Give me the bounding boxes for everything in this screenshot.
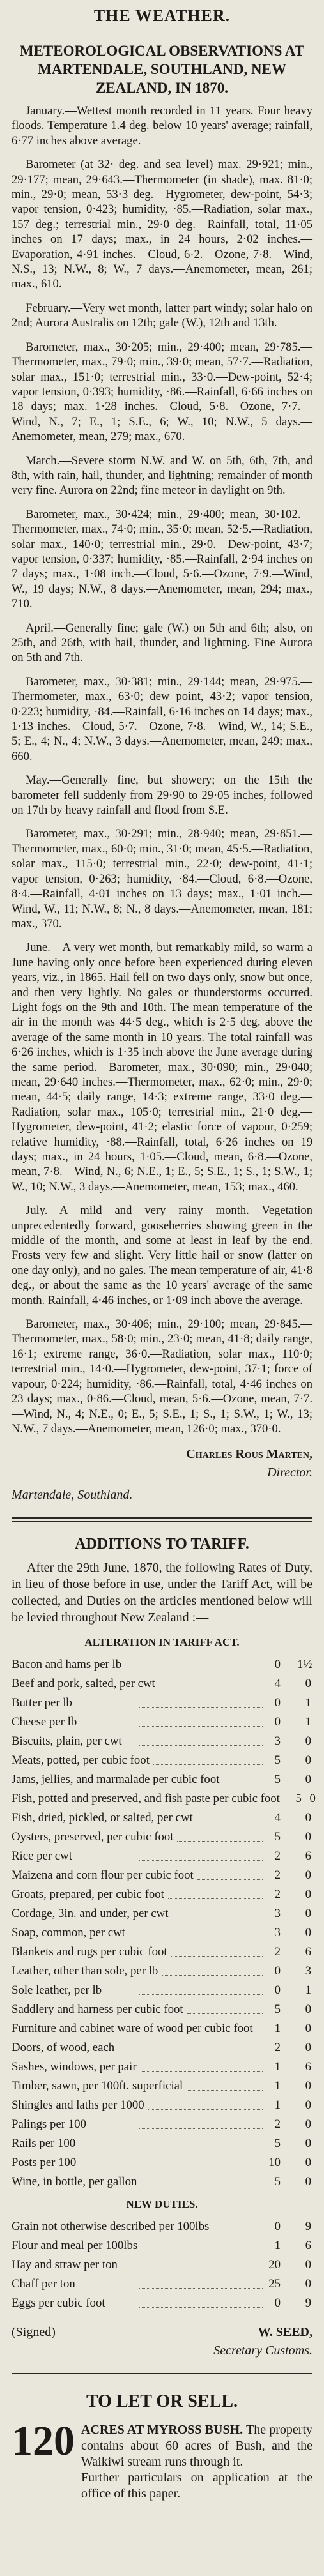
weather-paragraph: January.—Wettest month recorded in 11 years. Four heavy floods. Temperature 1.4 deg. below 10 years' average; rainfall, 6·77 inches above average. <box>12 104 312 148</box>
weather-paragraph: May.—Generally fine, but showery; on the 15th the barometer fell suddenly from 29·90 to 29·05 inches, followed on 17th by heavy rainfall and flood from S.E. <box>12 773 312 817</box>
tariff-rate <box>266 1962 311 1981</box>
tariff-rate <box>266 1847 311 1866</box>
shillings-value: 2 <box>274 2041 281 2055</box>
shillings-value: 2 <box>274 1945 281 1959</box>
tariff-item-label: Blankets and rugs per cubic foot <box>12 1945 167 1959</box>
tariff-rate <box>266 2255 311 2275</box>
new-duties-heading: NEW DUTIES. <box>126 2198 198 2211</box>
shillings-value: 1 <box>274 2098 281 2112</box>
tariff-row <box>12 1847 312 1866</box>
shillings-value: 0 <box>274 1696 281 1710</box>
shillings-value: 1 <box>274 2079 281 2093</box>
pence-value: 0 <box>305 1868 311 1883</box>
tariff-rate <box>266 1808 311 1828</box>
tariff-row <box>12 2077 312 2096</box>
tariff-row <box>12 2275 312 2294</box>
shillings-value: 5 <box>274 1754 281 1768</box>
tariff-row <box>12 2236 312 2255</box>
tariff-rate <box>266 1981 311 2000</box>
tariff-row <box>12 2255 312 2275</box>
shillings-value: 0 <box>274 2296 281 2310</box>
signature-name: Charles Rous Marten, <box>186 1447 312 1462</box>
tariff-item-label: Rails per 100 <box>12 2137 76 2151</box>
tariff-rate <box>266 2038 311 2057</box>
tariff-row <box>12 1808 312 1828</box>
shillings-value: 4 <box>274 1677 281 1691</box>
tariff-row <box>12 1770 312 1789</box>
shillings-value: 0 <box>274 1715 281 1729</box>
to-let-body <box>81 2422 312 2502</box>
tariff-rate <box>266 2294 311 2313</box>
tariff-intro: After the 29th June, 1870, the following Rates of Duty, in lieu of those before in use, under the Tariff Act, will be collected, and Duties on the articles mentioned below will be levied throughout New Zealand :— <box>12 1561 312 1625</box>
shillings-value: 5 <box>274 2003 281 2017</box>
tariff-items-list <box>12 1655 316 2192</box>
tariff-rate <box>266 2217 311 2236</box>
signature-role: Director. <box>267 1466 312 1480</box>
tariff-item-label: Sashes, windows, per pair <box>12 2060 137 2074</box>
tariff-row <box>12 2217 312 2236</box>
tariff-item-label: Hay and straw per ton <box>12 2258 118 2272</box>
shillings-value: 25 <box>268 2277 281 2291</box>
pence-value: 1½ <box>297 1658 312 1672</box>
page-title: THE WEATHER. <box>93 6 231 25</box>
to-let-lead: ACRES AT MYROSS BUSH. <box>81 2423 243 2437</box>
tariff-rate <box>266 2057 311 2077</box>
dot-leader <box>168 1898 263 1899</box>
tariff-item-label: Grain not otherwise described per 100lbs <box>12 2220 210 2234</box>
pence-value: 0 <box>305 2079 311 2093</box>
tariff-row <box>12 1674 312 1693</box>
weather-paragraph: Barometer, max., 30·291; min., 28·940; mean, 29·851.—Thermometer, max., 60·0; min., 31·0; mean, 45·5.—Radiation, solar max., 115·0; terrestrial min., 22·0; dew-point, 41·1; vapor tension, 0·263; humidity, ·84.—Cloud, 6·8.—Ozone, 8·4.—Rainfall, 4·01 inches on 13 days; max., 1·01 inch.—Wind, W., 11; N.W., 8; N., 8 days.—Anemometer, mean, 181; max., 370. <box>12 827 312 930</box>
shillings-value: 0 <box>274 1983 281 1997</box>
tariff-item-label: Maizena and corn flour per cubic foot <box>12 1868 194 1883</box>
pence-value: 0 <box>305 2137 311 2151</box>
dot-leader <box>139 2307 263 2308</box>
tariff-row <box>12 2294 312 2313</box>
acres-number: 120 <box>12 2418 75 2465</box>
tariff-item-label: Soap, common, per cwt <box>12 1926 125 1940</box>
signed-label: (Signed) <box>12 2325 56 2340</box>
tariff-row <box>12 1962 312 1981</box>
pence-value: 0 <box>309 1792 316 1806</box>
shillings-value: 5 <box>274 1773 281 1787</box>
tariff-row <box>12 1751 312 1770</box>
shillings-value: 5 <box>274 2137 281 2151</box>
pence-value: 0 <box>305 2258 311 2272</box>
tariff-row <box>12 1828 312 1847</box>
pence-value: 6 <box>305 2239 311 2253</box>
tariff-row <box>12 1885 312 1904</box>
tariff-rate <box>266 1828 311 1847</box>
tariff-rate <box>288 1789 316 1808</box>
tariff-rate <box>266 2153 311 2172</box>
weather-paragraph: Barometer, max., 30·381; min., 29·144; mean, 29·975.—Thermometer, max., 63·0; dew point, 43·2; vapor tension, 0·223; humidity, ·84.—Rainfall, 6·16 inches on 14 days; max., 1·13 inches.—Cloud, 5·7.—Ozone, 7·8.—Wind, W., 14; S.E., 5; E., 4; N., 4; N.W., 3 days.—Anemometer, mean, 249; max., 660. <box>12 674 312 763</box>
weather-signature <box>12 1446 312 1503</box>
dot-leader <box>139 1726 263 1727</box>
tariff-rate <box>266 1885 311 1904</box>
shillings-value: 3 <box>274 1926 281 1940</box>
tariff-row <box>12 2096 312 2115</box>
tariff-row <box>12 1866 312 1885</box>
dot-leader <box>139 1860 263 1861</box>
tariff-rate <box>266 1751 311 1770</box>
tariff-item-label: Groats, prepared, per cubic foot <box>12 1888 164 1902</box>
tariff-row <box>12 1789 316 1808</box>
dot-leader <box>171 1956 263 1957</box>
signed-name: W. SEED, <box>258 2325 312 2340</box>
pence-value: 0 <box>305 2175 311 2189</box>
tariff-row <box>12 2019 312 2038</box>
shillings-value: 5 <box>274 2175 281 2189</box>
tariff-item-label: Meats, potted, per cubic foot <box>12 1754 150 1768</box>
tariff-row <box>12 1923 312 1943</box>
section-divider <box>12 2373 312 2377</box>
shillings-value: 0 <box>274 1964 281 1978</box>
tariff-item-label: Flour and meal per 100lbs <box>12 2239 138 2253</box>
tariff-item-label: Butter per lb <box>12 1696 72 1710</box>
pence-value: 0 <box>305 2098 311 2112</box>
tariff-item-label: Doors, of wood, each <box>12 2041 115 2055</box>
weather-paragraph: Barometer, max., 30·406; min., 29·100; mean, 29·845.—Thermometer, max., 58·0; min., 23·0; mean, 41·8; daily range, 16·1; extreme range, 36·0.—Radiation, solar max., 110·0; terrestrial min., 14·0.—Hygrometer, dew-point, 37·1; force of vapour, 0·224; humidity, ·86.—Rainfall, total, 4·46 inches on 23 days; max., 0·86.—Cloud, mean, 5·6.—Ozone, mean, 7·7.—Wind, N., 4; N.E., 0; E., 5; S.E., 1; S., 1; S.W., 1; W., 13; N.W., 7 days.—Anemometer, mean, 126·0; max., 370·0. <box>12 1317 312 1436</box>
pence-value: 0 <box>305 1754 311 1768</box>
tariff-row <box>12 2038 312 2057</box>
tariff-item-label: Biscuits, plain, per cwt <box>12 1734 122 1748</box>
pence-value: 1 <box>305 1983 311 1997</box>
tariff-rate <box>266 2236 311 2255</box>
shillings-value: 1 <box>274 2239 281 2253</box>
weather-paragraph: Barometer (at 32· deg. and sea level) max. 29·921; min., 29·177; mean, 29·643.—Thermometer (in shade), max. 81·0; min., 29·0; mean, 53·3 deg.—Hygrometer, dew-point, 54·3; vapor tension, 0·423; humidity, ·85.—Radiation, solar max., 157 deg.; terrestrial min., 29·0 deg.—Rainfall, total, 11·05 inches on 17 days; max., in 24 hours, 2·02 inches.—Evaporation, 4·91 inches.—Cloud, 6·2.—Ozone, 7·8.—Wind, N.S., 13; N.W., 8; W., 7 days.—Anemometer, mean, 261; max., 610. <box>12 158 312 291</box>
shillings-value: 4 <box>274 1811 281 1825</box>
dot-leader <box>139 2128 263 2129</box>
tariff-rate <box>266 1770 311 1789</box>
pence-value: 1 <box>305 1696 311 1710</box>
pence-value: 1 <box>305 1715 311 1729</box>
tariff-item-label: Sole leather, per lb <box>12 1983 102 1997</box>
tariff-row <box>12 1943 312 1962</box>
pence-value: 0 <box>305 1830 311 1844</box>
tariff-heading: ADDITIONS TO TARIFF. <box>75 1536 249 1553</box>
pence-value: 6 <box>305 2060 311 2074</box>
weather-paragraph: June.—A very wet month, but remarkably mild, so warm a June having only once before been experienced during eleven years, viz., in 1865. Hail fell on two days only, snow but once, and then very lightly. No gales or thunderstorms occurred. Light fogs on the 9th and 10th. The mean temperature of the air in the month was 44·5 deg., which is 2·5 deg. above the average of the same month in 10 years. The total rainfall was 6·26 inches, which is 1·35 inch above the June average during the same period.—Barometer, max., 30·090; min., 29·040; mean, 29·640 inches.—Thermometer, max., 62·0; min., 29·0; mean, 44·5; daily range, 14·3; extreme range, 33·0 deg.—Radiation, solar max., 105·0; terrestrial min., 21·0 deg.—Hygrometer, dew-point, 41·2; elastic force of vapour, 0·259; relative humidity, ·88.—Rainfall, total, 6·26 inches on 19 days; max., in 24 hours, 1·05.—Cloud, mean, 6·8.—Ozone, mean, 7·8.—Wind, N., 6; N.E., 1; E., 5; S.E., 1; S., 1; S.W., 1; W., 10; N.W., 3 days.—Anemometer, mean, 153; max., 460. <box>12 941 312 1193</box>
tariff-row <box>12 1713 312 1732</box>
pence-value: 0 <box>305 1926 311 1940</box>
tariff-rate <box>266 1655 311 1674</box>
tariff-row <box>12 1904 312 1923</box>
dot-leader <box>187 2013 263 2014</box>
tariff-rate <box>266 1866 311 1885</box>
tariff-row <box>12 1693 312 1713</box>
shillings-value: 2 <box>274 1868 281 1883</box>
tariff-rate <box>266 1943 311 1962</box>
weather-paragraph: April.—Generally fine; gale (W.) on 5th and 6th; also, on 25th, and 26th, with hail, thunder, and lightning. Fine Aurora on 5th and 7th. <box>12 621 312 665</box>
tariff-item-label: Rice per cwt <box>12 1849 72 1863</box>
tariff-item-label: Shingles and laths per 1000 <box>12 2098 144 2112</box>
signature-place: Martendale, Southland. <box>12 1488 133 1503</box>
pence-value: 0 <box>305 2041 311 2055</box>
pence-value: 3 <box>305 1964 311 1978</box>
tariff-item-label: Fish, dried, pickled, or salted, per cwt <box>12 1811 193 1825</box>
tariff-row <box>12 2057 312 2077</box>
weather-paragraph: March.—Severe storm N.W. and W. on 5th, 6th, 7th, and 8th, with rain, hail, thunder, and lightning; remainder of month very fine. Aurora on 22nd; fine meteor in daylight on 9th. <box>12 453 312 497</box>
pence-value: 6 <box>305 1849 311 1863</box>
tariff-item-label: Eggs per cubic foot <box>12 2296 105 2310</box>
to-let-advert <box>12 2418 312 2502</box>
shillings-value: 1 <box>274 2022 281 2036</box>
dot-leader <box>153 1764 263 1765</box>
tariff-item-label: Cordage, 3in. and under, per cwt <box>12 1907 169 1921</box>
pence-value: 0 <box>305 2022 311 2036</box>
shillings-value: 2 <box>274 1888 281 1902</box>
tariff-item-label: Palings per 100 <box>12 2118 86 2132</box>
weather-paragraphs <box>12 103 312 1436</box>
shillings-value: 20 <box>268 2258 281 2272</box>
new-duties-list <box>12 2217 312 2313</box>
pence-value: 0 <box>305 2156 311 2170</box>
tariff-item-label: Beef and pork, salted, per cwt <box>12 1677 155 1691</box>
tariff-item-label: Fish, potted and preserved, and fish paste per cubic foot <box>12 1792 280 1806</box>
shillings-value: 10 <box>268 2156 281 2170</box>
dot-leader <box>139 1707 263 1708</box>
pence-value: 0 <box>305 1773 311 1787</box>
tariff-rate <box>266 2172 311 2192</box>
tariff-rate <box>266 1904 311 1923</box>
to-let-text: The property contains about 60 acres of Bush, and the Waikiwi stream runs through it. Further particulars on application at the office of this paper. <box>81 2423 312 2501</box>
tariff-row <box>12 1732 312 1751</box>
tariff-rate <box>266 1674 311 1693</box>
shillings-value: 2 <box>274 2118 281 2132</box>
tariff-item-label: Jams, jellies, and marmalade per cubic foot <box>12 1773 220 1787</box>
tariff-rate <box>266 1732 311 1751</box>
tariff-item-label: Saddlery and harness per cubic foot <box>12 2003 183 2017</box>
alteration-heading: ALTERATION IN TARIFF ACT. <box>84 1636 240 1649</box>
weather-paragraph: February.—Very wet month, latter part windy; solar halo on 2nd; Aurora Australis on 12th; gale (W.), 12th and 13th. <box>12 301 312 330</box>
tariff-item-label: Furniture and cabinet ware of wood per cubic foot <box>12 2022 253 2036</box>
weather-paragraph: Barometer, max., 30·205; min., 29·400; mean, 29·785.—Thermometer, max., 79·0; min., 39·0; mean, 57·7.—Radiation, solar max., 151·0; terrestrial min., 33·0.—Dew-point, 52·4; vapor tension, 0·393; humidity, ·86.—Rainfall, 6·66 inches on 18 days; max. 1·28 inches.—Cloud, 5·8.—Ozone, 7·7.—Wind, N., 7; E., 1; S.E., 6; W., 10; N.W., 5 days.—Anemometer, mean, 279; max., 670. <box>12 340 312 444</box>
pence-value: 9 <box>305 2296 311 2310</box>
tariff-row <box>12 2115 312 2134</box>
newspaper-page <box>0 6 324 2502</box>
signed-title: Secretary Customs. <box>213 2344 312 2358</box>
tariff-rate <box>266 2115 311 2134</box>
pence-value: 0 <box>305 1811 311 1825</box>
tariff-row <box>12 2172 312 2192</box>
tariff-item-label: Posts per 100 <box>12 2156 77 2170</box>
tariff-rate <box>266 2000 311 2019</box>
tariff-rate <box>266 1923 311 1943</box>
shillings-value: 3 <box>274 1907 281 1921</box>
pence-value: 0 <box>305 2003 311 2017</box>
shillings-value: 2 <box>274 1849 281 1863</box>
tariff-item-label: Wine, in bottle, per gallon <box>12 2175 137 2189</box>
tariff-rate <box>266 2019 311 2038</box>
dot-leader <box>141 2071 263 2072</box>
tariff-rate <box>266 2275 311 2294</box>
shillings-value: 5 <box>274 1830 281 1844</box>
tariff-row <box>12 1655 312 1674</box>
pence-value: 0 <box>305 1677 311 1691</box>
dot-leader <box>177 1841 263 1842</box>
dot-leader <box>139 2288 263 2289</box>
pence-value: 9 <box>305 2220 311 2234</box>
shillings-value: 5 <box>295 1792 302 1806</box>
tariff-rate <box>266 2096 311 2115</box>
weather-paragraph: Barometer, max., 30·424; min., 29·400; mean, 30·102.—Thermometer, max., 74·0; min., 35·0; mean, 52·5.—Radiation, solar max., 140·0; terrestrial min., 29·0.—Dew-point, 43·7; vapor tension, 0·337; humidity, ·85.—Rainfall, 2·94 inches on 7 days; max., 1·08 inch.—Cloud, 5·6.—Ozone, 7·9.—Wind, W., 19 days; N.W., 8 days.—Anemometer, mean, 294; max., 710. <box>12 507 312 611</box>
dot-leader <box>197 1879 263 1880</box>
dot-leader <box>148 2109 263 2110</box>
shillings-value: 0 <box>274 1658 281 1672</box>
dot-leader <box>187 2090 263 2091</box>
pence-value: 0 <box>305 2118 311 2132</box>
section-divider <box>12 1517 312 1522</box>
pence-value: 6 <box>305 1945 311 1959</box>
pence-value: 0 <box>305 2277 311 2291</box>
pence-value: 0 <box>305 1907 311 1921</box>
tariff-item-label: Cheese per lb <box>12 1715 77 1729</box>
shillings-value: 0 <box>274 2220 281 2234</box>
shillings-value: 3 <box>274 1734 281 1748</box>
shillings-value: 1 <box>274 2060 281 2074</box>
tariff-rate <box>266 1713 311 1732</box>
tariff-item-label: Leather, other than sole, per lb <box>12 1964 158 1978</box>
tariff-item-label: Timber, sawn, per 100ft. superficial <box>12 2079 183 2093</box>
dot-leader <box>139 1994 263 1995</box>
weather-subtitle: METEOROLOGICAL OBSERVATIONS AT MARTENDALE, SOUTHLAND, NEW ZEALAND, IN 1870. <box>19 43 305 96</box>
dot-leader <box>139 1745 263 1746</box>
customs-signature <box>12 2324 312 2359</box>
tariff-rate <box>266 1693 311 1713</box>
dot-leader <box>162 1975 263 1976</box>
tariff-item-label: Bacon and hams per lb <box>12 1658 122 1672</box>
to-let-heading: TO LET OR SELL. <box>86 2391 238 2412</box>
tariff-rate <box>266 2077 311 2096</box>
tariff-row <box>12 2134 312 2153</box>
pence-value: 0 <box>305 1888 311 1902</box>
tariff-row <box>12 1981 312 2000</box>
tariff-row <box>12 2000 312 2019</box>
weather-paragraph: July.—A mild and very rainy month. Vegetation unprecedentedly forward, gooseberries showing green in the middle of the month, and some at least in leaf by the end. Frosts very few and slight. Very little hail or snow (latter on one day only), and no gales. The mean temperature of air, 41·8 deg., or about the same as the 10 years' average of the same month. Rainfall, 4·46 inches, or 1·09 inch above the average. <box>12 1204 312 1307</box>
tariff-rate <box>266 2134 311 2153</box>
tariff-item-label: Oysters, preserved, per cubic foot <box>12 1830 174 1844</box>
pence-value: 0 <box>305 1734 311 1748</box>
tariff-item-label: Chaff per ton <box>12 2277 75 2291</box>
tariff-row <box>12 2153 312 2172</box>
